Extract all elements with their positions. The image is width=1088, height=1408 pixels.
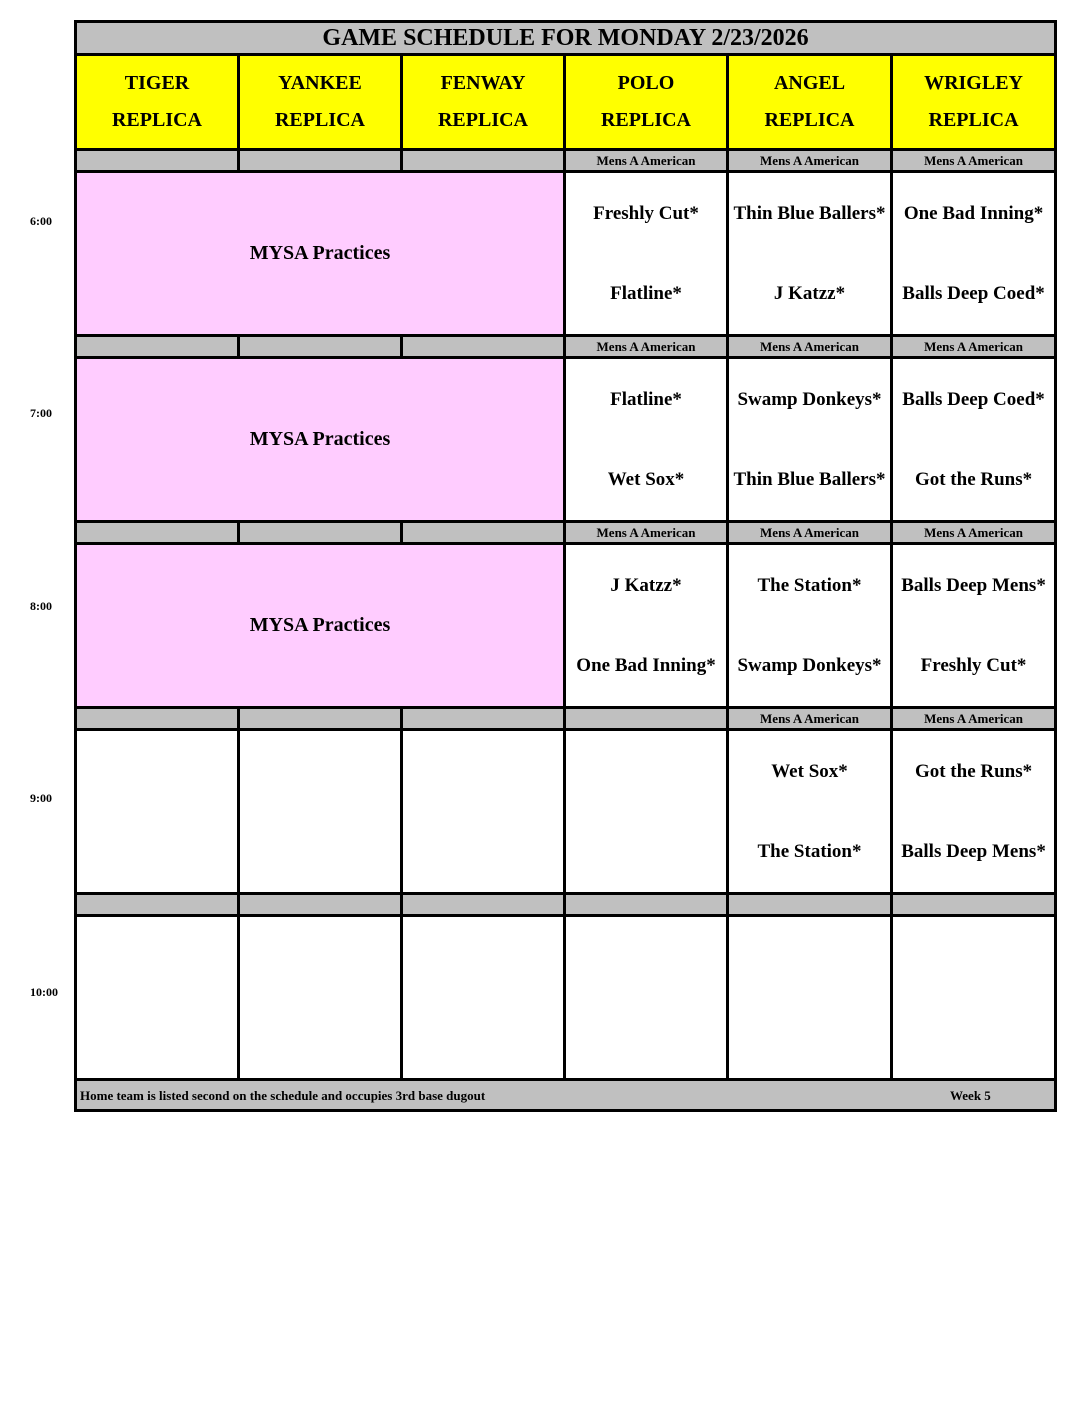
empty-cell [239, 916, 402, 1080]
division-cell: Mens A American [728, 708, 892, 730]
time-label: 6:00 [30, 214, 52, 228]
game-row [76, 730, 1056, 894]
game-cell [892, 730, 1056, 894]
time-label: 10:00 [30, 985, 58, 999]
division-cell: Mens A American [565, 522, 728, 544]
division-row [76, 708, 1056, 730]
division-cell [892, 894, 1056, 916]
field-sub: REPLICA [600, 109, 691, 131]
division-cell [239, 708, 402, 730]
field-header [239, 55, 402, 150]
field-header [76, 55, 239, 150]
division-cell: Mens A American [892, 150, 1056, 172]
division-cell: Mens A American [728, 336, 892, 358]
division-row [76, 150, 1056, 172]
field-sub: REPLICA [928, 109, 1019, 131]
division-cell: Mens A American [728, 522, 892, 544]
division-cell: Mens A American [892, 336, 1056, 358]
empty-cell [565, 730, 728, 894]
game-row [76, 916, 1056, 1080]
division-row [76, 522, 1056, 544]
empty-cell [76, 730, 239, 894]
schedule-table [74, 20, 1057, 1112]
division-cell [76, 522, 239, 544]
field-name: FENWAY [440, 72, 526, 94]
division-row [76, 894, 1056, 916]
field-header [565, 55, 728, 150]
away-team: The Station* [757, 574, 862, 596]
game-cell [728, 730, 892, 894]
division-cell: Mens A American [892, 522, 1056, 544]
footer-note: Home team is listed second on the schedule and occupies 3rd base dugout [80, 1088, 486, 1103]
division-cell [239, 336, 402, 358]
division-cell [239, 150, 402, 172]
field-name: TIGER [124, 72, 190, 94]
division-cell [76, 708, 239, 730]
time-label: 9:00 [30, 791, 52, 805]
division-cell: Mens A American [728, 150, 892, 172]
week-label: Week 5 [950, 1088, 991, 1103]
division-cell [76, 150, 239, 172]
away-team: Flatline* [610, 388, 682, 410]
away-team: One Bad Inning* [903, 202, 1044, 224]
practice-block: MYSA Practices [76, 544, 565, 708]
field-name: WRIGLEY [924, 72, 1023, 94]
time-label: 8:00 [30, 599, 52, 613]
away-team: Freshly Cut* [593, 202, 699, 224]
game-cell [892, 172, 1056, 336]
division-cell [239, 522, 402, 544]
field-name: YANKEE [278, 72, 362, 94]
empty-cell [402, 916, 565, 1080]
field-name: ANGEL [773, 72, 846, 94]
game-cell [892, 544, 1056, 708]
away-team: Wet Sox* [771, 760, 848, 782]
division-cell [76, 894, 239, 916]
time-column [0, 0, 74, 1160]
field-name: POLO [617, 72, 675, 94]
field-sub: REPLICA [437, 109, 528, 131]
division-cell [565, 708, 728, 730]
home-team: Balls Deep Coed* [902, 282, 1045, 304]
empty-cell [565, 916, 728, 1080]
division-row [76, 336, 1056, 358]
game-cell [728, 172, 892, 336]
game-cell [728, 544, 892, 708]
field-header-row [76, 55, 1056, 150]
division-cell [402, 708, 565, 730]
time-label: 7:00 [30, 406, 52, 420]
away-team: Swamp Donkeys* [737, 388, 882, 410]
field-sub: REPLICA [111, 109, 202, 131]
field-sub: REPLICA [764, 109, 855, 131]
division-cell: Mens A American [565, 150, 728, 172]
empty-cell [402, 730, 565, 894]
footer-bar [76, 1080, 1056, 1111]
away-team: Balls Deep Coed* [902, 388, 1045, 410]
home-team: J Katzz* [773, 282, 846, 304]
home-team: Freshly Cut* [920, 654, 1027, 676]
game-cell [565, 358, 728, 522]
page-title: GAME SCHEDULE FOR MONDAY 2/23/2026 [76, 22, 1056, 55]
empty-cell [76, 916, 239, 1080]
division-cell [565, 894, 728, 916]
home-team: Balls Deep Mens* [901, 840, 1046, 862]
home-team: Wet Sox* [607, 468, 685, 490]
game-cell [892, 358, 1056, 522]
division-cell [402, 150, 565, 172]
home-team: Thin Blue Ballers* [733, 468, 886, 490]
empty-cell [239, 730, 402, 894]
division-cell [728, 894, 892, 916]
division-cell: Mens A American [892, 708, 1056, 730]
away-team: Balls Deep Mens* [901, 574, 1046, 596]
division-cell [402, 522, 565, 544]
division-cell [239, 894, 402, 916]
empty-cell [728, 916, 892, 1080]
home-team: The Station* [757, 840, 862, 862]
game-cell [565, 544, 728, 708]
field-header [402, 55, 565, 150]
field-sub: REPLICA [274, 109, 365, 131]
away-team: J Katzz* [610, 574, 682, 596]
game-row [76, 544, 1056, 708]
away-team: Got the Runs* [914, 760, 1033, 782]
practice-block: MYSA Practices [76, 358, 565, 522]
home-team: Flatline* [610, 282, 682, 304]
practice-block: MYSA Practices [76, 172, 565, 336]
field-header [892, 55, 1056, 150]
game-cell [728, 358, 892, 522]
home-team: Swamp Donkeys* [737, 654, 882, 676]
division-cell: Mens A American [565, 336, 728, 358]
division-cell [402, 336, 565, 358]
empty-cell [892, 916, 1056, 1080]
away-team: Thin Blue Ballers* [733, 202, 886, 224]
game-row [76, 358, 1056, 522]
home-team: Got the Runs* [914, 468, 1033, 490]
division-cell [402, 894, 565, 916]
game-cell [565, 172, 728, 336]
field-header [728, 55, 892, 150]
game-row [76, 172, 1056, 336]
division-cell [76, 336, 239, 358]
home-team: One Bad Inning* [576, 654, 716, 676]
